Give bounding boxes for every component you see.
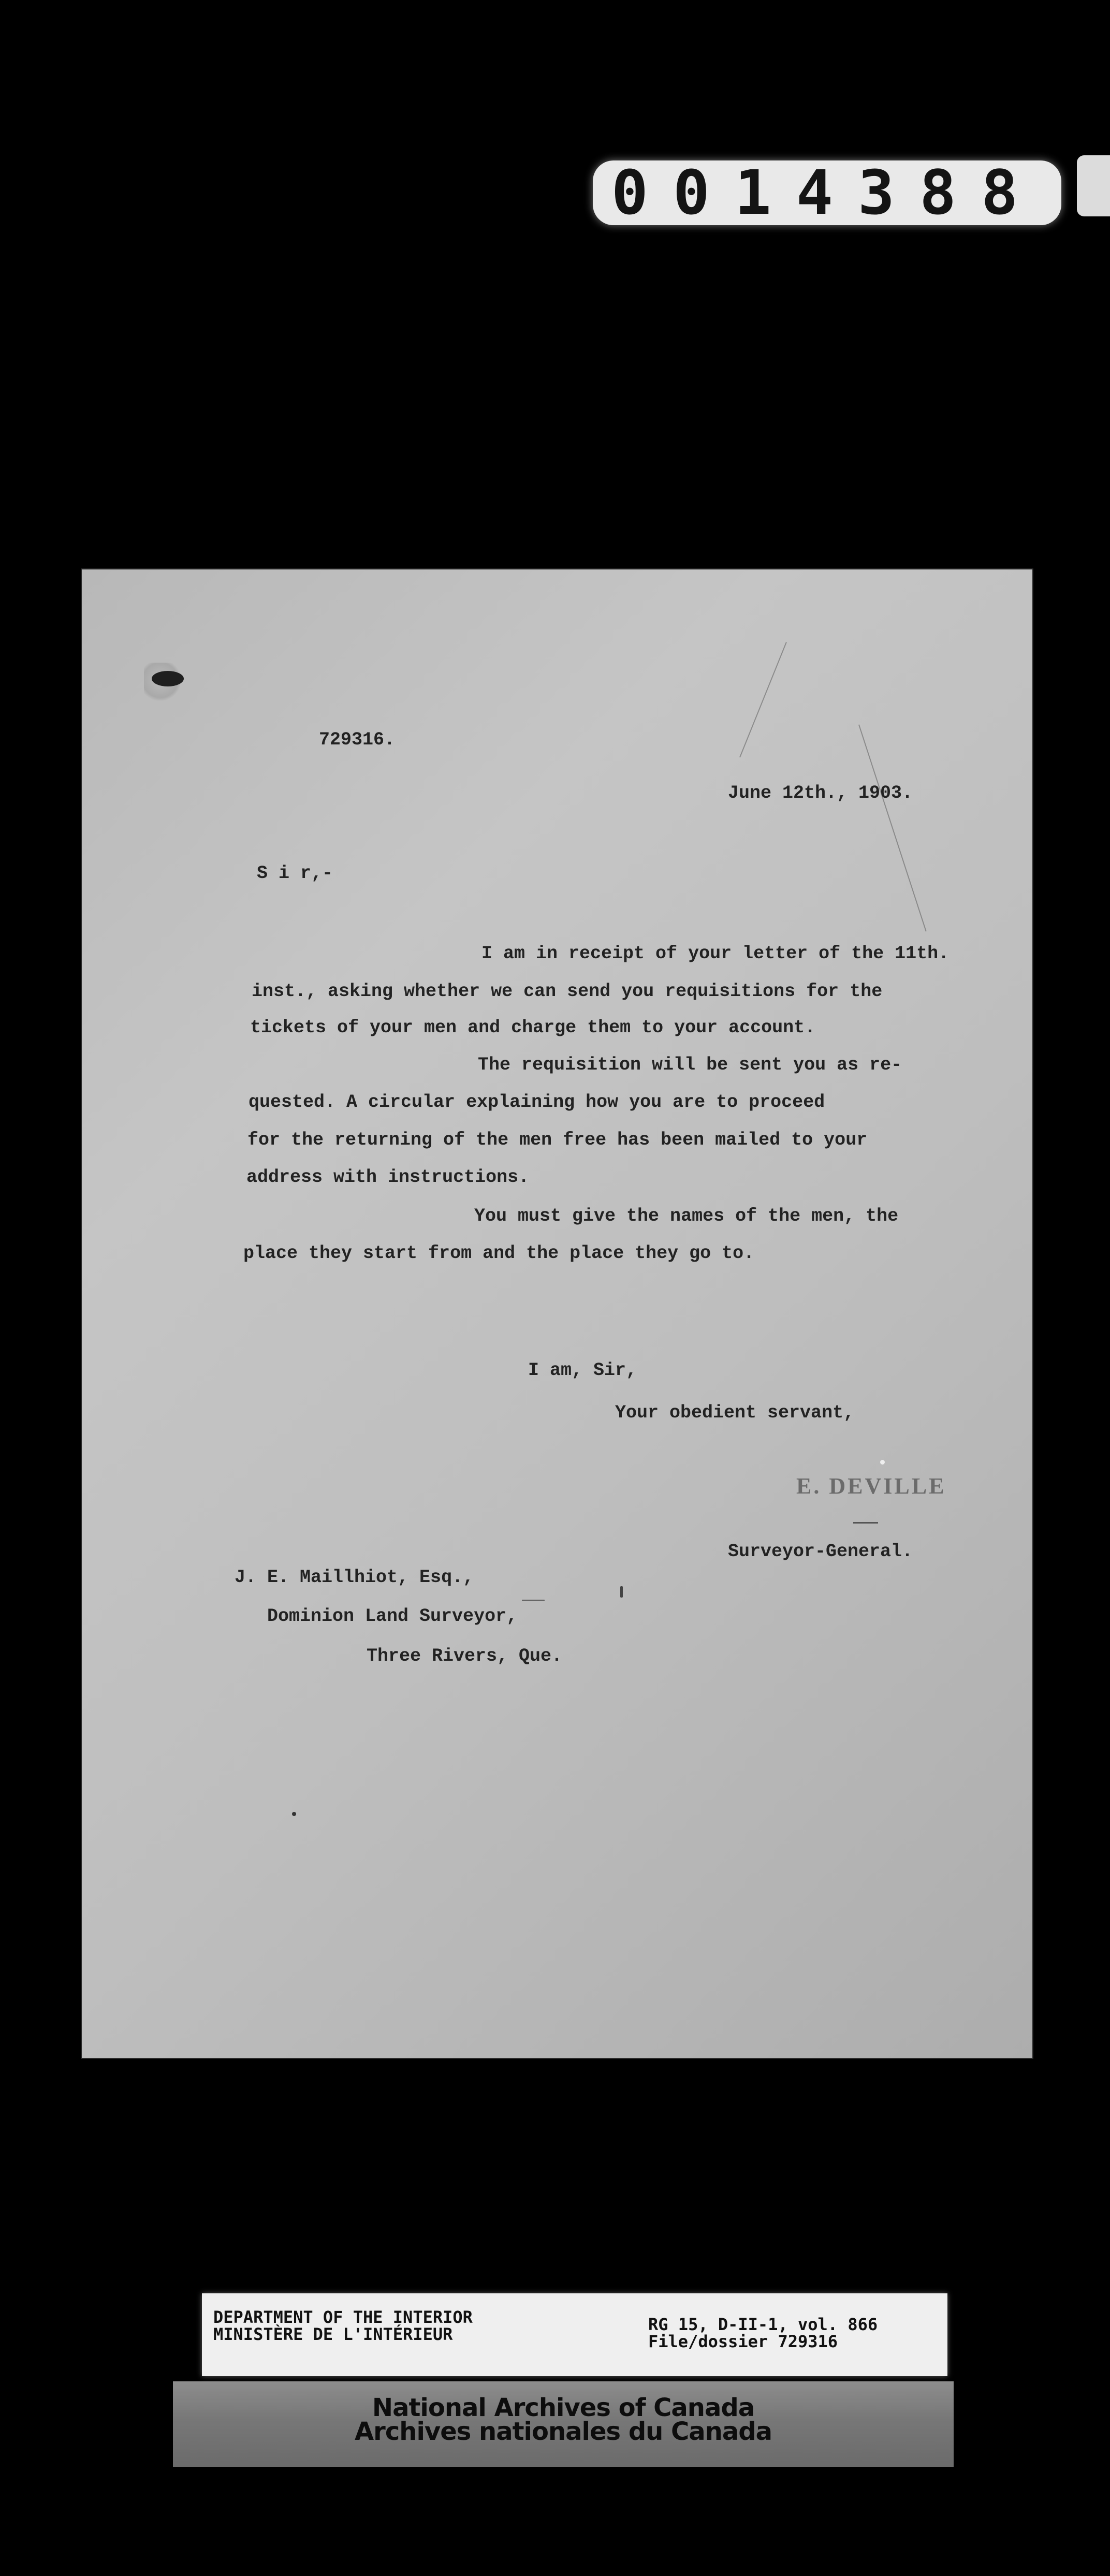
archives-name-french: Archives nationales du Canada [355, 2417, 772, 2446]
addressee-line: Three Rivers, Que. [367, 1646, 563, 1666]
ink-dot [620, 1586, 623, 1598]
body-line: I am in receipt of your letter of the 11th. [481, 943, 950, 964]
body-line: The requisition will be sent you as re- [478, 1055, 902, 1075]
body-line: tickets of your men and charge them to your account. [250, 1017, 816, 1038]
closing-line: I am, Sir, [528, 1360, 637, 1381]
body-line: quested. A circular explaining how you are to proceed [249, 1092, 825, 1113]
body-line: address with instructions. [246, 1167, 530, 1188]
archives-name-english: National Archives of Canada [372, 2393, 755, 2422]
addressee-line: Dominion Land Surveyor, [267, 1606, 518, 1627]
paper-crease [858, 724, 927, 931]
ink-dot [880, 1460, 885, 1465]
paper-crease [739, 642, 787, 757]
body-line: You must give the names of the men, the [474, 1206, 899, 1226]
file-number: 729316. [319, 729, 396, 750]
frame-number: 0014388 [593, 160, 1061, 225]
signatory-title: Surveyor-General. [728, 1541, 913, 1562]
department-english: DEPARTMENT OF THE INTERIOR [213, 2307, 473, 2327]
body-line: for the returning of the men free has been mailed to your [247, 1130, 868, 1150]
addressee-line: J. E. Maillhiot, Esq., [235, 1567, 474, 1588]
ink-dot [292, 1812, 296, 1816]
signature-dash [853, 1522, 878, 1524]
closing-line: Your obedient servant, [615, 1402, 855, 1423]
signature-stamp: E. DEVILLE [796, 1473, 946, 1499]
file-reference: File/dossier 729316 [648, 2332, 838, 2351]
letter-date: June 12th., 1903. [728, 783, 913, 803]
salutation: S i r,- [257, 863, 333, 884]
body-line: inst., asking whether we can send you requisitions for the [252, 981, 883, 1002]
record-group-reference: RG 15, D-II-1, vol. 866 [648, 2315, 878, 2334]
archives-banner [173, 2381, 954, 2467]
paper-clip-mark [152, 671, 184, 686]
ink-dot [522, 1600, 545, 1601]
frame-tab [1077, 155, 1110, 216]
body-line: place they start from and the place they go to. [243, 1243, 755, 1264]
letter-page [82, 569, 1032, 2058]
archive-reference-label [202, 2293, 947, 2376]
department-french: MINISTÈRE DE L'INTÉRIEUR [213, 2324, 453, 2344]
